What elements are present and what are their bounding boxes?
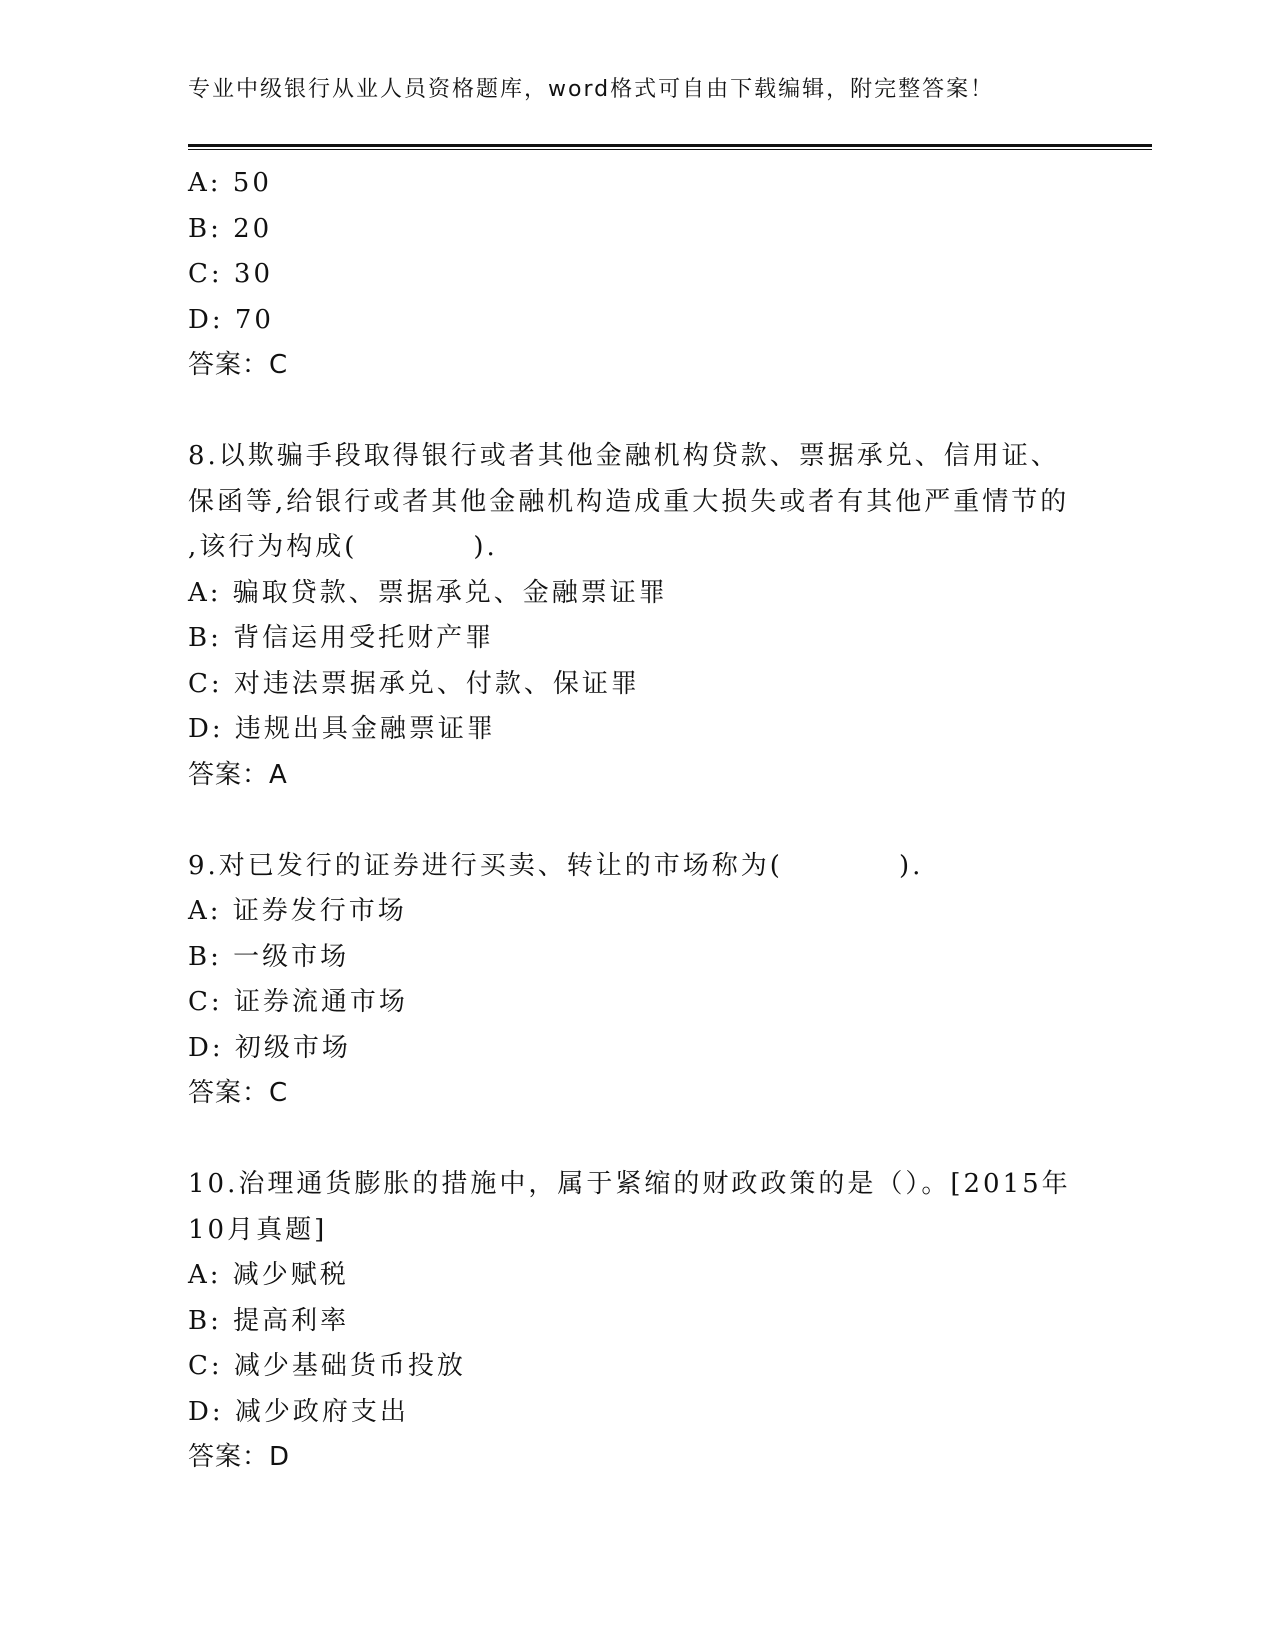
question-stem: 10月真题] <box>188 1214 328 1245</box>
option-a: A: 证券发行市场 <box>188 896 407 926</box>
question-stem: 9.对已发行的证券进行买卖、转让的市场称为( ). <box>188 850 924 881</box>
question-7-block <box>188 161 1108 389</box>
spacer <box>188 389 1108 435</box>
question-content <box>188 161 1108 1481</box>
option-b: B: 20 <box>188 213 273 244</box>
answer: 答案：A <box>188 759 288 790</box>
option-a: A: 减少赋税 <box>188 1260 349 1290</box>
question-10-block <box>188 1162 1108 1481</box>
header-rule-thick <box>188 144 1152 147</box>
option-d: D: 初级市场 <box>188 1032 351 1063</box>
option-c: C: 30 <box>188 259 274 289</box>
question-stem: ,该行为构成( ). <box>188 532 498 562</box>
answer: 答案：C <box>188 350 289 380</box>
option-a: A: 50 <box>188 168 272 198</box>
option-b: B: 背信运用受托财产罪 <box>188 623 495 653</box>
question-stem: 8.以欺骗手段取得银行或者其他金融机构贷款、票据承兑、信用证、 <box>188 441 1060 471</box>
option-c: C: 减少基础货币投放 <box>188 1351 466 1381</box>
option-d: D: 违规出具金融票证罪 <box>188 714 496 744</box>
question-stem: 保函等,给银行或者其他金融机构造成重大损失或者有其他严重情节的 <box>188 486 1070 517</box>
question-8-block <box>188 434 1108 798</box>
spacer <box>188 1117 1108 1163</box>
spacer <box>188 798 1108 844</box>
option-c: C: 证券流通市场 <box>188 987 408 1017</box>
answer: 答案：D <box>188 1442 291 1472</box>
option-c: C: 对违法票据承兑、付款、保证罪 <box>188 668 640 699</box>
option-d: D: 70 <box>188 304 274 335</box>
question-stem: 10.治理通货膨胀的措施中，属于紧缩的财政政策的是（）。[2015年 <box>188 1169 1071 1199</box>
header-rule-thin <box>188 149 1152 150</box>
document-header: 专业中级银行从业人员资格题库，word格式可自由下载编辑，附完整答案！ <box>188 77 995 102</box>
answer: 答案：C <box>188 1078 289 1108</box>
option-a: A: 骗取贷款、票据承兑、金融票证罪 <box>188 577 668 608</box>
option-d: D: 减少政府支出 <box>188 1396 409 1427</box>
option-b: B: 一级市场 <box>188 941 350 972</box>
option-b: B: 提高利率 <box>188 1305 350 1336</box>
question-9-block <box>188 844 1108 1117</box>
